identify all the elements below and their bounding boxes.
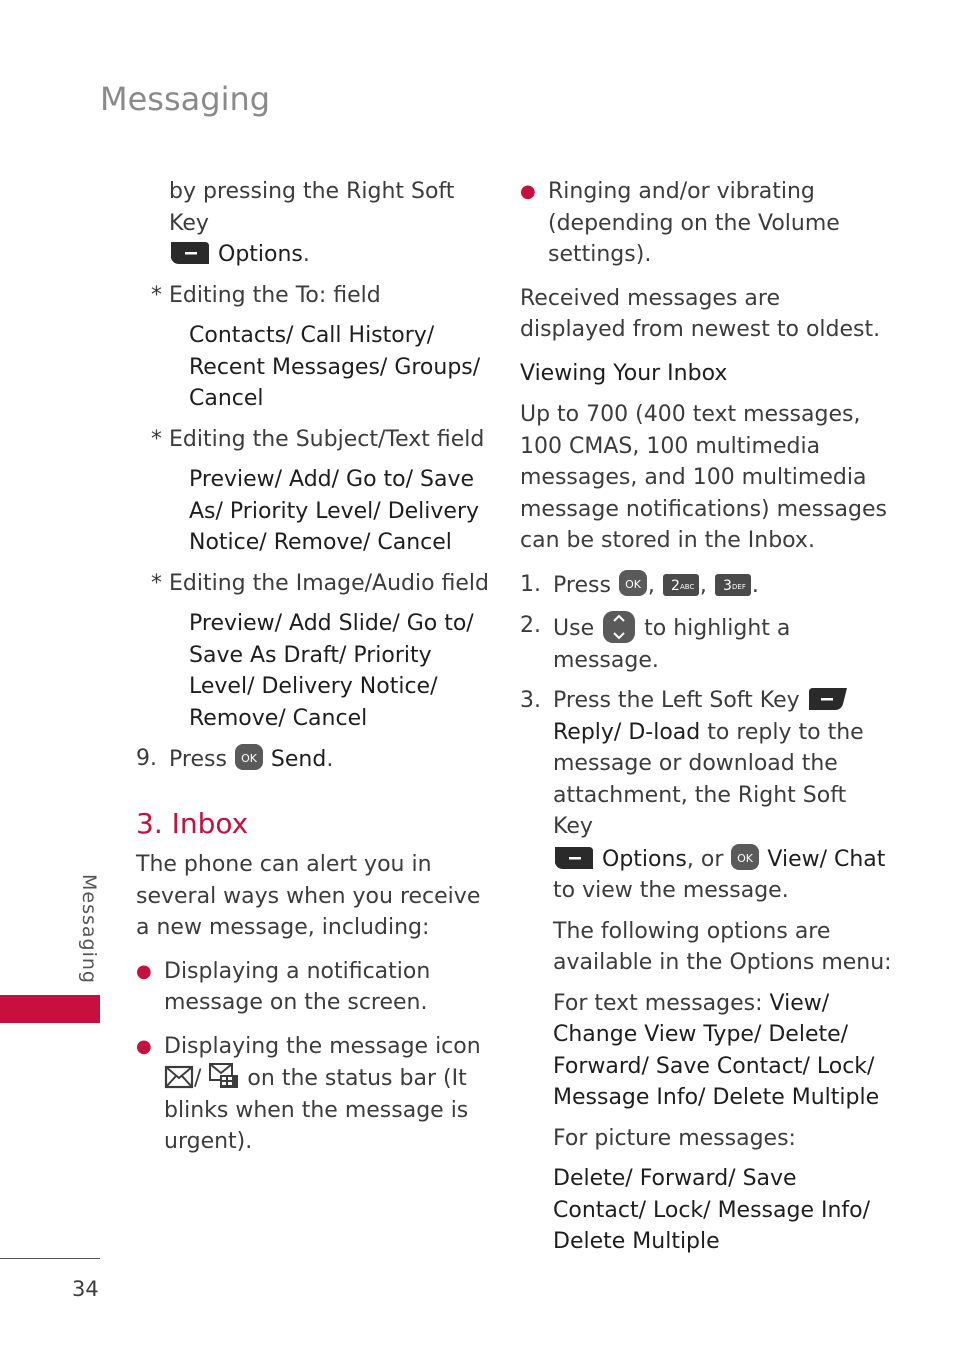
period: . (751, 572, 759, 598)
press-label: Press (553, 572, 611, 598)
step-3-a: Press the Left Soft Key (553, 688, 800, 713)
section-title-inbox: 3. Inbox (136, 806, 249, 840)
navigation-key-up-down-icon (601, 610, 637, 644)
page-number: 34 (72, 1277, 99, 1301)
ok-key-icon (234, 743, 264, 771)
right-soft-key-icon (553, 845, 595, 871)
note-editing-to: * Editing the To: field (151, 282, 381, 308)
menu-image-field: Preview/ Add Slide/ Go to/ Save As Draft/ Priority Level/ Delivery Notice/ Remove/ Cancel (189, 611, 474, 731)
ok-key-text: OK (240, 752, 257, 765)
press-label: Press (169, 747, 227, 772)
right-soft-key-icon (169, 240, 211, 266)
bullet-text (164, 1031, 496, 1158)
ok-key-icon (618, 569, 648, 597)
bullet-notification (136, 956, 496, 1019)
ok-key-icon (730, 843, 760, 871)
period: . (302, 242, 310, 267)
view-chat-label: View/ Chat (767, 846, 886, 872)
intro-paragraph (136, 176, 496, 271)
step-number: 3. (520, 688, 541, 713)
bullet-text-a: Displaying the message icon (164, 1033, 481, 1059)
separator: / (194, 1066, 202, 1091)
intro-text: by pressing the Right Soft Key (169, 179, 455, 236)
ok-key-text: OK (737, 851, 754, 865)
left-soft-key-icon (807, 686, 849, 712)
page-header-title: Messaging (100, 80, 271, 118)
bullet-text: Ringing and/or vibrating (depending on the Volume settings). (548, 179, 840, 267)
step-1-text (553, 569, 759, 602)
menu-to-field: Contacts/ Call History/ Recent Messages/ Groups/ Cancel (189, 323, 481, 411)
options-intro: The following options are available in the Options menu: (553, 918, 892, 975)
comma: , (647, 572, 655, 598)
footer-divider (0, 1258, 100, 1259)
note-editing-image: * Editing the Image/Audio field (151, 570, 490, 596)
bullet-ringing (520, 176, 892, 271)
right-column (520, 176, 892, 1258)
bullet-dot-icon: ● (520, 181, 536, 202)
step-3-body (553, 685, 892, 1258)
side-tab-bar (0, 995, 100, 1023)
options-label: Options (602, 846, 687, 872)
viewing-inbox-text: Up to 700 (400 text messages, 100 CMAS, 100 multimedia messages, and 100 multimedia message notifications) messages can be stored in the Inbox. (520, 402, 887, 553)
menu-subject-field: Preview/ Add/ Go to/ Save As/ Priority Level/ Delivery Notice/ Remove/ Cancel (189, 467, 480, 555)
step-number: 2. (520, 613, 541, 638)
bullet-message-icon (136, 1031, 496, 1158)
step-3 (520, 685, 892, 1258)
envelope-icon (164, 1064, 194, 1090)
comma: , (699, 572, 707, 598)
side-tab-label: Messaging (78, 874, 100, 984)
text-messages-label: For text messages: (553, 990, 763, 1016)
step-3-text (553, 685, 892, 907)
picture-messages-label: For picture messages: (553, 1125, 796, 1151)
key-3-digit: 3 (722, 577, 732, 594)
note-editing-subject: * Editing the Subject/Text field (151, 426, 485, 452)
step-2-rest: to highlight a message. (553, 616, 791, 673)
multimedia-envelope-icon (208, 1062, 240, 1090)
period: . (326, 747, 334, 772)
options-label: Options (218, 242, 303, 267)
key-2-letters: ABC (679, 582, 695, 591)
ok-key-text: OK (624, 577, 641, 591)
step-number: 9. (136, 746, 157, 771)
step-2-text (553, 610, 892, 676)
step-3-c: to view the message. (553, 878, 789, 903)
use-label: Use (553, 616, 595, 641)
step-1 (520, 569, 892, 602)
bullet-dot-icon: ● (136, 960, 152, 982)
received-order-text: Received messages are displayed from newest to oldest. (520, 285, 881, 342)
key-3-def-icon (714, 573, 752, 597)
key-2-digit: 2 (670, 577, 680, 594)
or-label: , or (686, 846, 724, 872)
bullet-text-b: on the status bar (It blinks when the message is urgent). (164, 1066, 469, 1154)
text-messages-menu: View/ Change View Type/ Delete/ Forward/ Save Contact/ Lock/ Message Info/ Delete Multiple (553, 990, 880, 1110)
step-9 (136, 743, 496, 776)
inbox-intro: The phone can alert you in several ways when you receive a new message, including: (136, 852, 481, 940)
key-2-abc-icon (662, 573, 700, 597)
step-3-b: to reply to the message or download the attachment, the Right Soft Key (553, 719, 864, 839)
send-label: Send (270, 747, 327, 772)
step-2 (520, 610, 892, 676)
bullet-dot-icon: ● (136, 1035, 152, 1057)
key-3-letters: DEF (731, 582, 746, 591)
step-9-text (169, 743, 333, 776)
bullet-text: Displaying a notification message on the screen. (164, 958, 431, 1015)
step-number: 1. (520, 571, 541, 597)
viewing-inbox-heading: Viewing Your Inbox (520, 360, 728, 386)
reply-dload-label: Reply/ D-load (553, 719, 701, 745)
picture-messages-menu: Delete/ Forward/ Save Contact/ Lock/ Message Info/ Delete Multiple (553, 1166, 871, 1254)
left-column (136, 176, 496, 1158)
text-messages-options (553, 988, 892, 1114)
